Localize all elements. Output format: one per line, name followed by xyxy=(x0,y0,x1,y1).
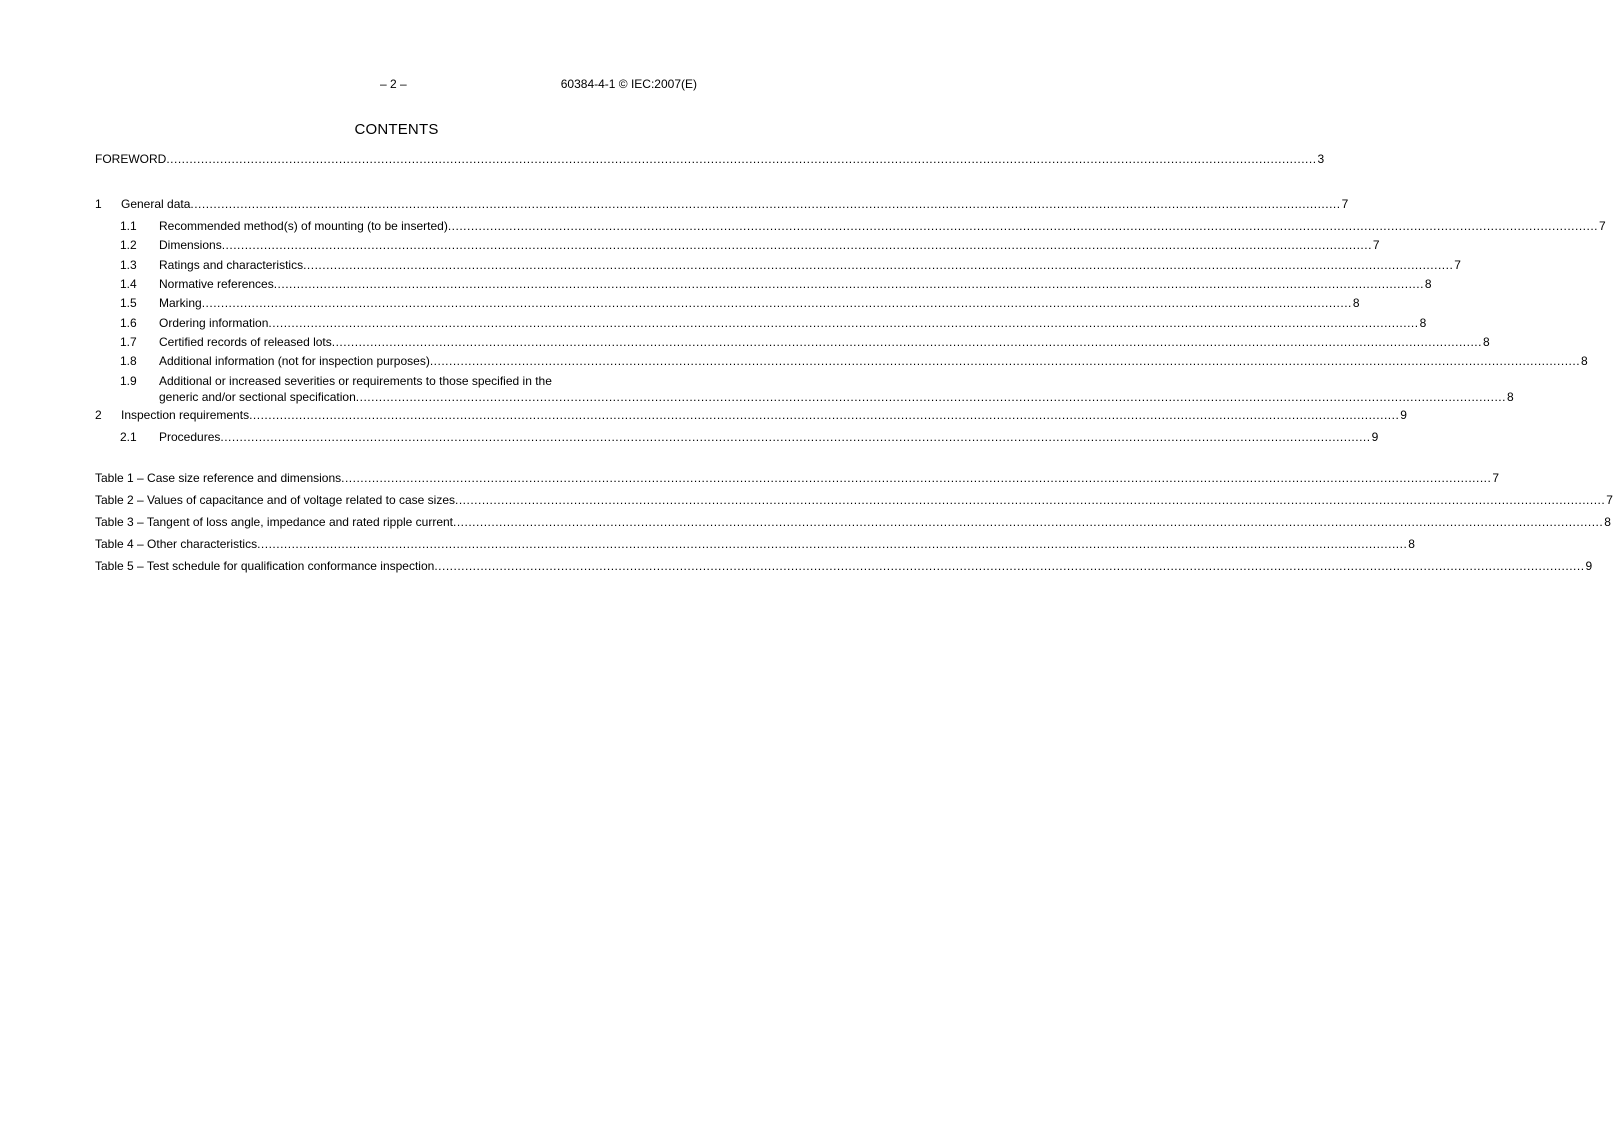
toc-entry-foreword[interactable] xyxy=(95,151,1325,167)
toc-page-number: 7 xyxy=(1492,471,1500,485)
toc-entry-text: Table 5 – Test schedule for qualification conformance inspection xyxy=(95,559,435,573)
toc-entry-text: Inspection requirements xyxy=(121,408,250,422)
toc-entry-1-6[interactable] xyxy=(95,315,1427,331)
toc-entry-1-7[interactable] xyxy=(95,334,1490,350)
leader-dots: ............................................................................................................................................................................................................................................................................................................ xyxy=(355,390,1506,404)
toc-entry-text: Normative references xyxy=(159,277,274,291)
toc-page-number: 3 xyxy=(1317,152,1325,166)
toc-page-number: 8 xyxy=(1482,335,1490,349)
leader-dots: ............................................................................................................................................................................................................................................................................................................ xyxy=(268,316,1419,330)
leader-dots: ............................................................................................................................................................................................................................................................................................................ xyxy=(249,408,1400,422)
leader-dots: ............................................................................................................................................................................................................................................................................................................ xyxy=(447,219,1599,233)
leader-dots: ............................................................................................................................................................................................................................................................................................................ xyxy=(331,335,1482,349)
toc-entry-2[interactable] xyxy=(95,407,1407,423)
toc-page-number: 7 xyxy=(1454,258,1461,272)
toc-entry-number: 1.8 xyxy=(120,354,137,368)
toc-entry-text: Recommended method(s) of mounting (to be inserted) xyxy=(159,219,448,233)
toc-entry-table-2[interactable] xyxy=(95,492,1613,508)
toc-entry-text: Table 4 – Other characteristics xyxy=(95,537,258,551)
leader-dots: ............................................................................................................................................................................................................................................................................................................ xyxy=(341,471,1492,485)
toc-entry-text: Ratings and characteristics xyxy=(159,258,304,272)
toc-entry-number: 1.4 xyxy=(120,277,137,291)
leader-dots: ............................................................................................................................................................................................................................................................................................................ xyxy=(455,493,1606,507)
toc-entry-text: Procedures xyxy=(159,430,221,444)
toc-entry-text: Dimensions xyxy=(159,238,222,252)
toc-entry-number: 1.3 xyxy=(120,258,137,272)
toc-page-number: 8 xyxy=(1581,354,1588,368)
toc-page-number: 8 xyxy=(1506,390,1514,404)
toc-page-number: 7 xyxy=(1341,197,1349,211)
leader-dots: ............................................................................................................................................................................................................................................................................................................ xyxy=(190,197,1341,211)
toc-entry-table-4[interactable] xyxy=(95,536,1415,552)
toc-page-number: 9 xyxy=(1585,559,1593,573)
toc-page-number: 9 xyxy=(1400,408,1407,422)
leader-dots: ............................................................................................................................................................................................................................................................................................................ xyxy=(166,152,1317,166)
toc-entry-number: 1.6 xyxy=(120,316,137,330)
leader-dots: ............................................................................................................................................................................................................................................................................................................ xyxy=(434,559,1585,573)
leader-dots: ............................................................................................................................................................................................................................................................................................................ xyxy=(453,515,1604,529)
toc-entry-1-1[interactable] xyxy=(95,218,1606,234)
toc-entry-1-5[interactable] xyxy=(95,295,1360,311)
toc-entry-table-1[interactable] xyxy=(95,470,1500,486)
toc-entry-text: Certified records of released lots xyxy=(159,335,332,349)
toc-entry-1-2[interactable] xyxy=(95,237,1380,253)
toc-entry-number: 1.1 xyxy=(120,219,137,233)
leader-dots: ............................................................................................................................................................................................................................................................................................................ xyxy=(201,296,1352,310)
toc-page-number: 7 xyxy=(1606,493,1613,507)
toc-entry-text: Table 3 – Tangent of loss angle, impedance and rated ripple current xyxy=(95,515,454,529)
toc-entry-1-3[interactable] xyxy=(95,257,1461,273)
toc-entry-text: General data xyxy=(121,197,191,211)
toc-entry-text: Ordering information xyxy=(159,316,269,330)
toc-page-number: 8 xyxy=(1419,316,1427,330)
toc-entry-number: 1.2 xyxy=(120,238,137,252)
toc-page-number: 7 xyxy=(1372,238,1380,252)
toc-entry-text-line1: Additional or increased severities or requirements to those specified in the xyxy=(159,374,552,388)
document-id: 60384-4-1 © IEC:2007(E) xyxy=(560,77,697,91)
toc-page-number: 8 xyxy=(1352,296,1360,310)
toc-entry-text: Marking xyxy=(159,296,202,310)
leader-dots: ............................................................................................................................................................................................................................................................................................................ xyxy=(257,537,1408,551)
toc-entry-1-9[interactable] xyxy=(95,373,1514,405)
toc-entry-text: FOREWORD xyxy=(95,152,167,166)
toc-entry-number: 1.9 xyxy=(120,374,137,388)
leader-dots: ............................................................................................................................................................................................................................................................................................................ xyxy=(221,238,1372,252)
toc-entry-number: 2.1 xyxy=(120,430,137,444)
toc-entry-2-1[interactable] xyxy=(95,429,1379,445)
toc-page-number: 8 xyxy=(1408,537,1415,551)
toc-page-number: 7 xyxy=(1599,219,1606,233)
toc-entry-text: Table 1 – Case size reference and dimensions xyxy=(95,471,342,485)
toc-entry-number: 2 xyxy=(95,408,102,422)
leader-dots: ............................................................................................................................................................................................................................................................................................................ xyxy=(429,354,1581,368)
toc-entry-table-3[interactable] xyxy=(95,514,1611,530)
toc-entry-number: 1.5 xyxy=(120,296,137,310)
toc-entry-1[interactable] xyxy=(95,196,1349,212)
page-title: CONTENTS xyxy=(354,121,439,138)
toc-page-number: 9 xyxy=(1371,430,1379,444)
page-header xyxy=(0,77,793,93)
toc-entry-text: Additional information (not for inspection purposes) xyxy=(159,354,430,368)
toc-entry-number: 1 xyxy=(95,197,102,211)
toc-entry-text: Table 2 – Values of capacitance and of voltage related to case sizes xyxy=(95,493,456,507)
toc-entry-1-8[interactable] xyxy=(95,353,1588,369)
toc-page-number: 8 xyxy=(1604,515,1611,529)
toc-page-number: 8 xyxy=(1424,277,1432,291)
toc-entry-table-5[interactable] xyxy=(95,558,1593,574)
toc-entry-1-4[interactable] xyxy=(95,276,1432,292)
toc-entry-text-line2: generic and/or sectional specification xyxy=(159,390,356,404)
leader-dots: ............................................................................................................................................................................................................................................................................................................ xyxy=(273,277,1424,291)
leader-dots: ............................................................................................................................................................................................................................................................................................................ xyxy=(220,430,1371,444)
leader-dots: ............................................................................................................................................................................................................................................................................................................ xyxy=(303,258,1454,272)
toc-entry-number: 1.7 xyxy=(120,335,137,349)
page-number: – 2 – xyxy=(380,77,407,91)
